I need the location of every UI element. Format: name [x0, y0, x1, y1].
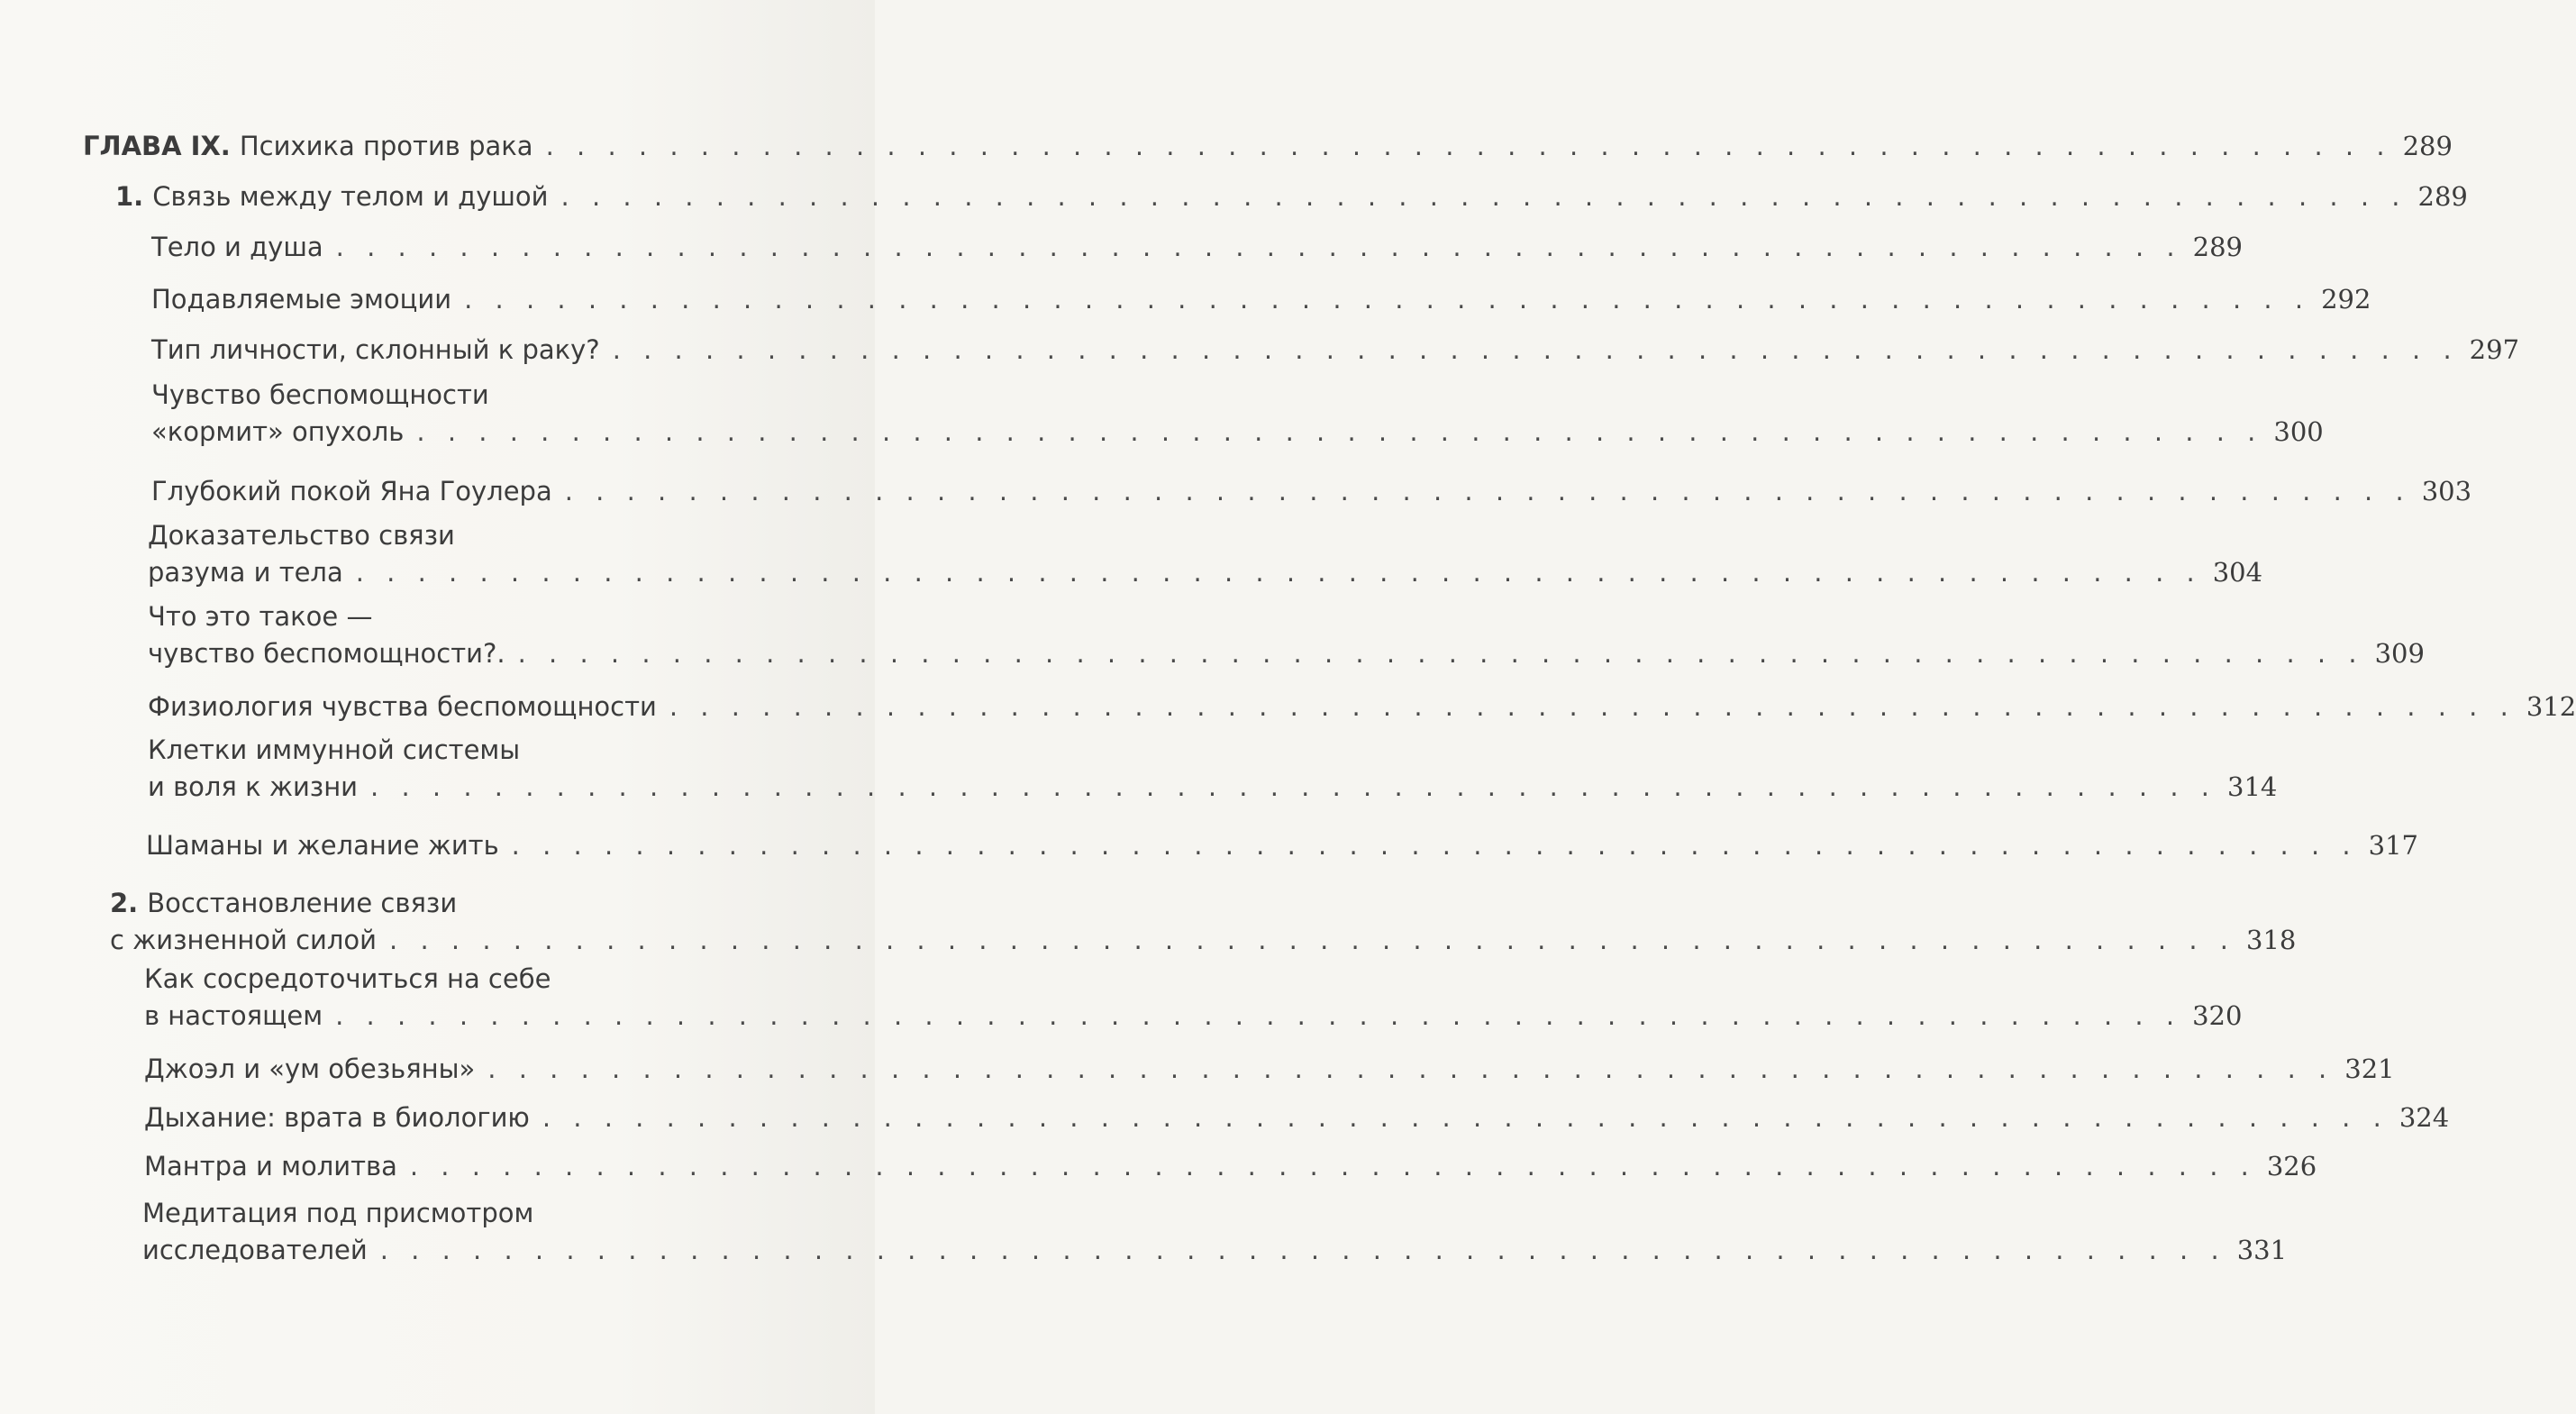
- toc-entry-line: [142, 1232, 2288, 1269]
- toc-entry-line: [148, 769, 2278, 806]
- toc-entry-line: [148, 554, 2263, 591]
- toc-entry-line: [148, 598, 768, 635]
- dot-leader: . . . . . . . . . . . . . . . . . . . . . . . . . . . . . . . . . . . . . . . . . . . . . . . . . . . . . . . . . . . .: [669, 691, 2516, 722]
- toc-entry: [83, 128, 2453, 165]
- toc-entry: [144, 1148, 2317, 1185]
- toc-entry-title: Что это такое —: [148, 601, 373, 632]
- toc-entry-line: [144, 1099, 2450, 1136]
- toc-page-number: 303: [2421, 476, 2472, 506]
- toc-entry-title: Чувство беспомощности: [151, 379, 489, 410]
- toc-page-number: 300: [2273, 416, 2324, 447]
- toc-entry-line: [148, 517, 768, 554]
- toc-entry-title: и воля к жизни: [148, 771, 359, 802]
- toc-entry: [110, 885, 2297, 959]
- toc-entry-title: Тело и душа: [151, 232, 323, 262]
- toc-entry-line: [146, 827, 2419, 864]
- dot-leader: . . . . . . . . . . . . . . . . . . . . . . . . . . . . . . . . . . . . . . . . . . . . . . . . . . . . . . . . . . . .: [560, 181, 2408, 212]
- toc-entry: [142, 1195, 2288, 1269]
- toc-entry-title: с жизненной силой: [110, 925, 378, 955]
- toc-entry-line: [151, 229, 2243, 266]
- toc-page-number: 289: [2192, 232, 2243, 262]
- dot-leader: . . . . . . . . . . . . . . . . . . . . . . . . . . . . . . . . . . . . . . . . . . . . . . . . . . . . . . . . . . . .: [416, 416, 2263, 447]
- toc-entry-line: [115, 178, 2468, 215]
- toc-entry-line: [142, 1195, 768, 1232]
- dot-leader: . . . . . . . . . . . . . . . . . . . . . . . . . . . . . . . . . . . . . . . . . . . . . . . . . . . . . . . . . . . .: [545, 131, 2392, 161]
- toc-entry: [148, 517, 2263, 591]
- toc-entry-title: разума и тела: [148, 557, 343, 588]
- toc-entry-title: Шаманы и желание жить: [146, 830, 499, 861]
- toc-entry-line: [110, 885, 768, 922]
- toc-entry-line: [151, 332, 2520, 369]
- toc-page-number: 292: [2321, 284, 2371, 315]
- toc-entry-title: Подавляемые эмоции: [151, 284, 452, 315]
- toc-entry-title: исследователей: [142, 1235, 368, 1265]
- toc-entry: [144, 961, 2243, 1035]
- toc-page-number: 304: [2212, 557, 2263, 588]
- toc-entry-number: 2.: [110, 888, 139, 918]
- toc-entry-line: [151, 473, 2472, 510]
- toc-entry: [151, 229, 2243, 266]
- toc-entry-title: Дыхание: врата в биологию: [144, 1102, 530, 1133]
- toc-page-number: 318: [2246, 925, 2297, 955]
- toc-entry: [151, 332, 2520, 369]
- toc-page-number: 297: [2469, 334, 2520, 365]
- toc-page-number: 309: [2374, 638, 2425, 669]
- toc-entry-line: [110, 922, 2297, 959]
- toc-page-number: 289: [2402, 131, 2453, 161]
- toc-entry: [148, 598, 2425, 672]
- dot-leader: . . . . . . . . . . . . . . . . . . . . . . . . . . . . . . . . . . . . . . . . . . . . . . . . . . . . . . . . . . . .: [511, 830, 2358, 861]
- toc-page-number: 314: [2227, 771, 2278, 802]
- toc-entry-title: Доказательство связи: [148, 520, 455, 551]
- dot-leader: . . . . . . . . . . . . . . . . . . . . . . . . . . . . . . . . . . . . . . . . . . . . . . . . . . . . . . . . . . . .: [564, 476, 2411, 506]
- toc-entry-line: [148, 732, 768, 769]
- toc-entry-title: Физиология чувства беспомощности: [148, 691, 657, 722]
- dot-leader: . . . . . . . . . . . . . . . . . . . . . . . . . . . . . . . . . . . . . . . . . . . . . . . . . . . . . . . . . . . .: [487, 1054, 2335, 1084]
- toc-entry: [144, 1051, 2395, 1088]
- dot-leader: . . . . . . . . . . . . . . . . . . . . . . . . . . . . . . . . . . . . . . . . . . . . . . . . . . . . . . . . . . . .: [542, 1102, 2389, 1133]
- toc-entry-title: Тип личности, склонный к раку?: [151, 334, 600, 365]
- dot-leader: . . . . . . . . . . . . . . . . . . . . . . . . . . . . . . . . . . . . . . . . . . . . . . . . . . . . . . . . . . . .: [335, 232, 2182, 262]
- toc-entry: [151, 473, 2472, 510]
- toc-entry-line: [144, 1051, 2395, 1088]
- toc-entry-number: ГЛАВА IX.: [83, 131, 231, 161]
- dot-leader: . . . . . . . . . . . . . . . . . . . . . . . . . . . . . . . . . . . . . . . . . . . . . . . . . . . . . . . . . . . .: [389, 925, 2235, 955]
- toc-page-number: 326: [2266, 1151, 2317, 1181]
- toc-entry-title: Мантра и молитва: [144, 1151, 397, 1181]
- toc-entry-line: [144, 1148, 2317, 1185]
- toc-page-number: 289: [2417, 181, 2468, 212]
- toc-entry-line: [151, 281, 2371, 318]
- toc-entry-line: [148, 689, 2576, 725]
- toc-entry-title: Медитация под присмотром: [142, 1198, 534, 1228]
- toc-entry: [115, 178, 2468, 215]
- toc-entry-title: Глубокий покой Яна Гоулера: [151, 476, 552, 506]
- toc-page-number: 331: [2236, 1235, 2288, 1265]
- toc-page-number: 317: [2368, 830, 2419, 861]
- dot-leader: . . . . . . . . . . . . . . . . . . . . . . . . . . . . . . . . . . . . . . . . . . . . . . . . . . . . . . . . . . . .: [335, 1000, 2182, 1031]
- dot-leader: . . . . . . . . . . . . . . . . . . . . . . . . . . . . . . . . . . . . . . . . . . . . . . . . . . . . . . . . . . . .: [355, 557, 2202, 588]
- toc-entry-title: чувство беспомощности?.: [148, 638, 505, 669]
- toc-entry-number: 1.: [115, 181, 144, 212]
- toc-entry: [146, 827, 2419, 864]
- toc-entry-title: Психика против рака: [239, 131, 533, 161]
- toc-entry-line: [144, 998, 2243, 1035]
- toc-entry: [151, 377, 2324, 451]
- toc-entry-line: [151, 414, 2324, 451]
- toc-page-number: 321: [2344, 1054, 2395, 1084]
- toc-entry-title: Восстановление связи: [147, 888, 458, 918]
- toc-entry: [148, 732, 2278, 806]
- toc-page-number: 320: [2192, 1000, 2243, 1031]
- dot-leader: . . . . . . . . . . . . . . . . . . . . . . . . . . . . . . . . . . . . . . . . . . . . . . . . . . . . . . . . . . . .: [464, 284, 2311, 315]
- toc-entry-title: Как сосредоточиться на себе: [144, 963, 551, 994]
- dot-leader: . . . . . . . . . . . . . . . . . . . . . . . . . . . . . . . . . . . . . . . . . . . . . . . . . . . . . . . . . . . .: [409, 1151, 2256, 1181]
- toc-entry-line: [144, 961, 768, 998]
- toc-entry: [151, 281, 2371, 318]
- dot-leader: . . . . . . . . . . . . . . . . . . . . . . . . . . . . . . . . . . . . . . . . . . . . . . . . . . . . . . . . . . . .: [517, 638, 2364, 669]
- toc-entry-line: [148, 635, 2425, 672]
- dot-leader: . . . . . . . . . . . . . . . . . . . . . . . . . . . . . . . . . . . . . . . . . . . . . . . . . . . . . . . . . . . .: [379, 1235, 2226, 1265]
- toc-page-number: 324: [2399, 1102, 2450, 1133]
- toc-entry-title: Клетки иммунной системы: [148, 734, 521, 765]
- toc-entry-line: [151, 377, 771, 414]
- dot-leader: . . . . . . . . . . . . . . . . . . . . . . . . . . . . . . . . . . . . . . . . . . . . . . . . . . . . . . . . . . . .: [370, 771, 2217, 802]
- toc-entry-title: «кормит» опухоль: [151, 416, 405, 447]
- toc-entry-title: в настоящем: [144, 1000, 323, 1031]
- toc-page-number: 312: [2526, 691, 2576, 722]
- toc-entry: [144, 1099, 2450, 1136]
- toc-entry-line: [83, 128, 2453, 165]
- toc-entry: [148, 689, 2576, 725]
- dot-leader: . . . . . . . . . . . . . . . . . . . . . . . . . . . . . . . . . . . . . . . . . . . . . . . . . . . . . . . . . . . .: [612, 334, 2459, 365]
- toc-entry-title: Джоэл и «ум обезьяны»: [144, 1054, 476, 1084]
- toc-entry-title: Связь между телом и душой: [152, 181, 549, 212]
